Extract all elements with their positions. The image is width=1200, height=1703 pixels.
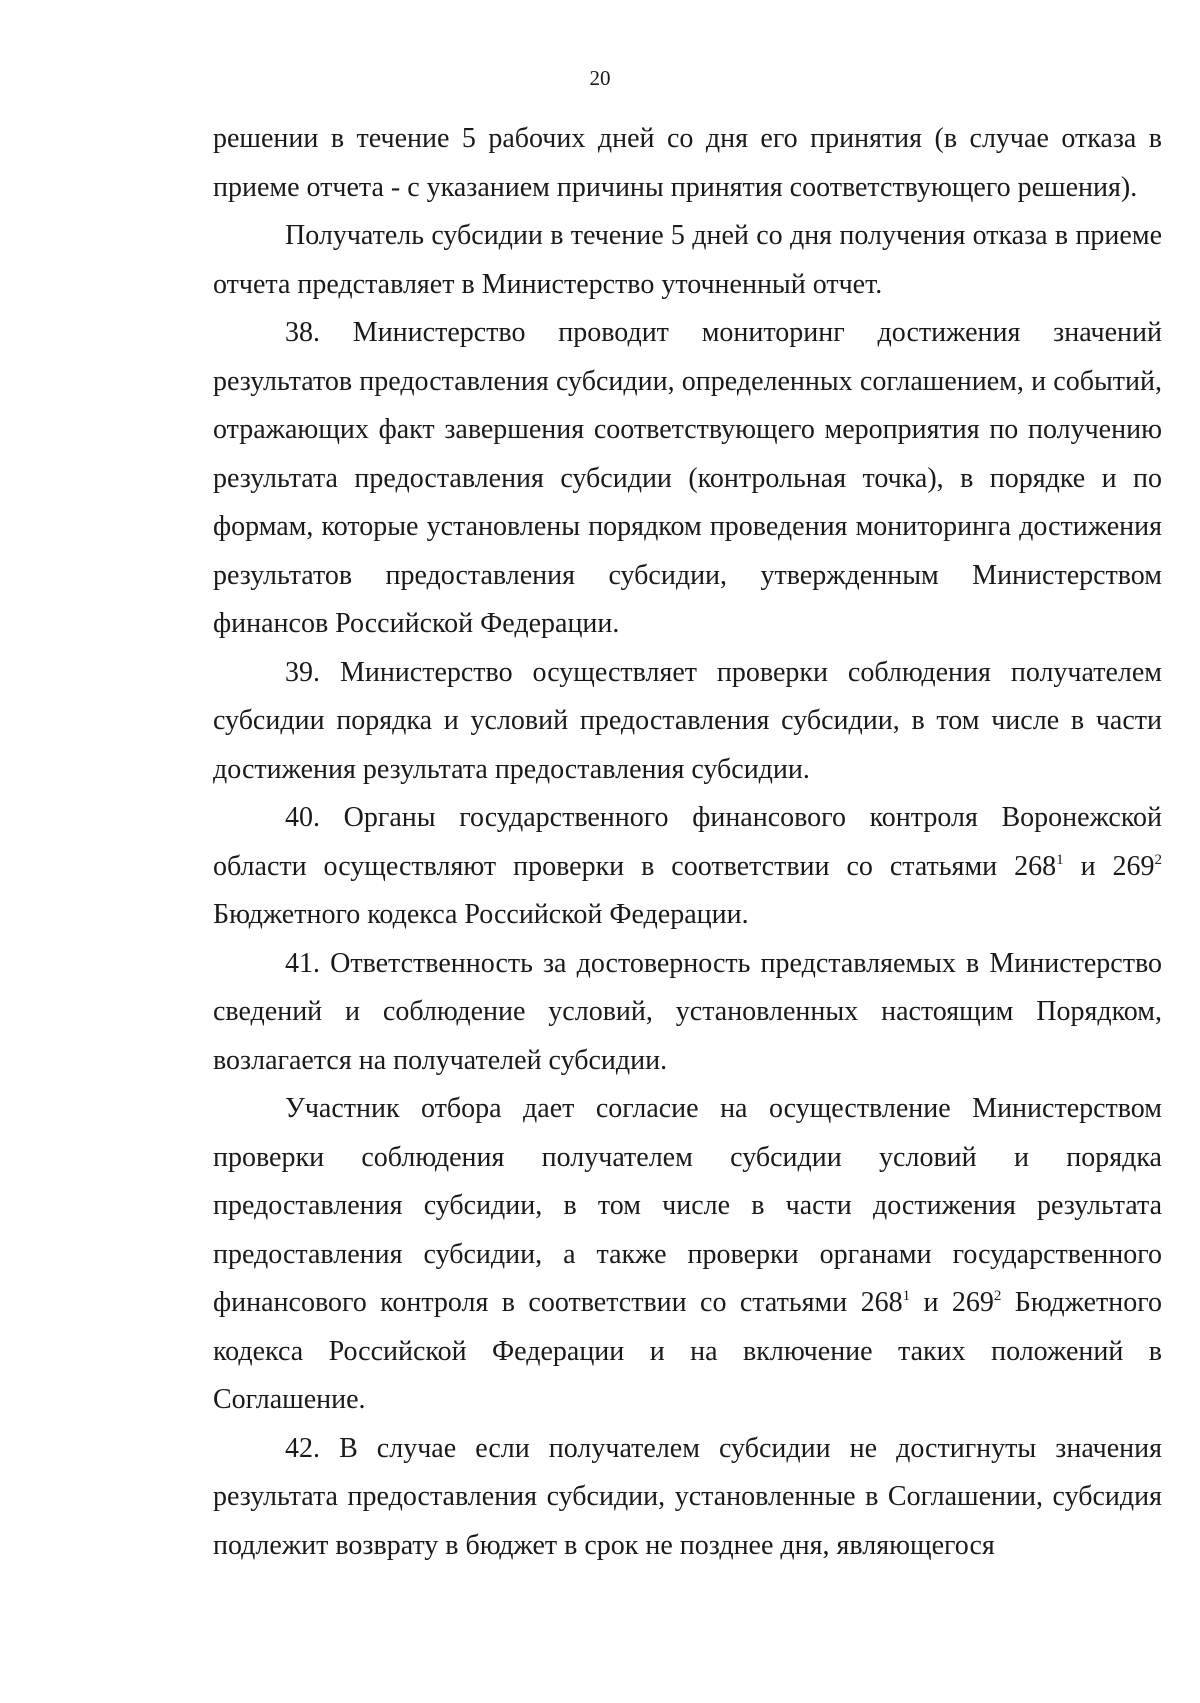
article-269-superscript: 2: [1154, 851, 1163, 868]
page-number: 20: [589, 66, 611, 90]
paragraph-41-responsibility: 41. Ответственность за достоверность представляемых в Министерство сведений и соблюдение условий, установленных настоящим Порядком, возлагается на получателей субсидии.: [213, 947, 1162, 1076]
paragraph-40-conjunction: и: [1063, 850, 1113, 882]
paragraph-continuation: решении в течение 5 рабочих дней со дня его принятия (в случае отказа в приеме отчета - с указанием причины принятия соответствующего решения).: [213, 123, 1162, 203]
article-268-number: 268: [1014, 850, 1057, 882]
paragraph-consent-text-start: Участник отбора дает согласие на осуществление Министерством проверки соблюдения получателем субсидии условий и порядка предоставления субсидии, в том числе в части достижения результата предоставления субсидии, а также проверки органами государственного финансового контроля в соответствии со статьями: [213, 1093, 1162, 1318]
article-269-number: 269: [951, 1287, 994, 1318]
paragraph-refined-report: Получатель субсидии в течение 5 дней со дня получения отказа в приеме отчета представляет в Министерство уточненный отчет.: [213, 220, 1162, 300]
article-268-number: 268: [860, 1287, 903, 1318]
paragraph-40-text-end: Бюджетного кодекса Российской Федерации.: [213, 899, 749, 930]
paragraph-consent: [213, 1085, 1162, 1425]
paragraph-39-checks: 39. Министерство осуществляет проверки соблюдения получателем субсидии порядка и условий предоставления субсидии, в том числе в части достижения результата предоставления субсидии.: [213, 656, 1162, 785]
paragraph-40-text-start: 40. Органы государственного финансового контроля Воронежской области осуществляют проверки в соответствии со статьями: [213, 802, 1162, 882]
paragraph-consent-conjunction: и: [910, 1287, 952, 1318]
paragraph-42-refund: 42. В случае если получателем субсидии не достигнуты значения результата предоставления субсидии, установленные в Соглашении, субсидия подлежит возврату в бюджет в срок не позднее дня, являющегося: [213, 1432, 1162, 1561]
paragraph-consent-text-end: Бюджетного кодекса Российской Федерации и на включение таких положений в Соглашение.: [213, 1287, 1163, 1415]
document-body: [213, 115, 1162, 1570]
paragraph-40-financial-control: [213, 794, 1162, 940]
paragraph-38-monitoring: 38. Министерство проводит мониторинг достижения значений результатов предоставления субсидии, определенных соглашением, и событий, отражающих факт завершения соответствующего мероприятия по получению результата предоставления субсидии (контрольная точка), в порядке и по формам, которые установлены порядком проведения мониторинга достижения результатов предоставления субсидии, утвержденным Министерством финансов Российской Федерации.: [213, 317, 1162, 639]
article-269-number: 269: [1112, 850, 1155, 882]
article-268-superscript: 1: [1056, 851, 1064, 868]
article-269-superscript: 2: [993, 1288, 1002, 1304]
article-268-superscript: 1: [902, 1288, 911, 1304]
